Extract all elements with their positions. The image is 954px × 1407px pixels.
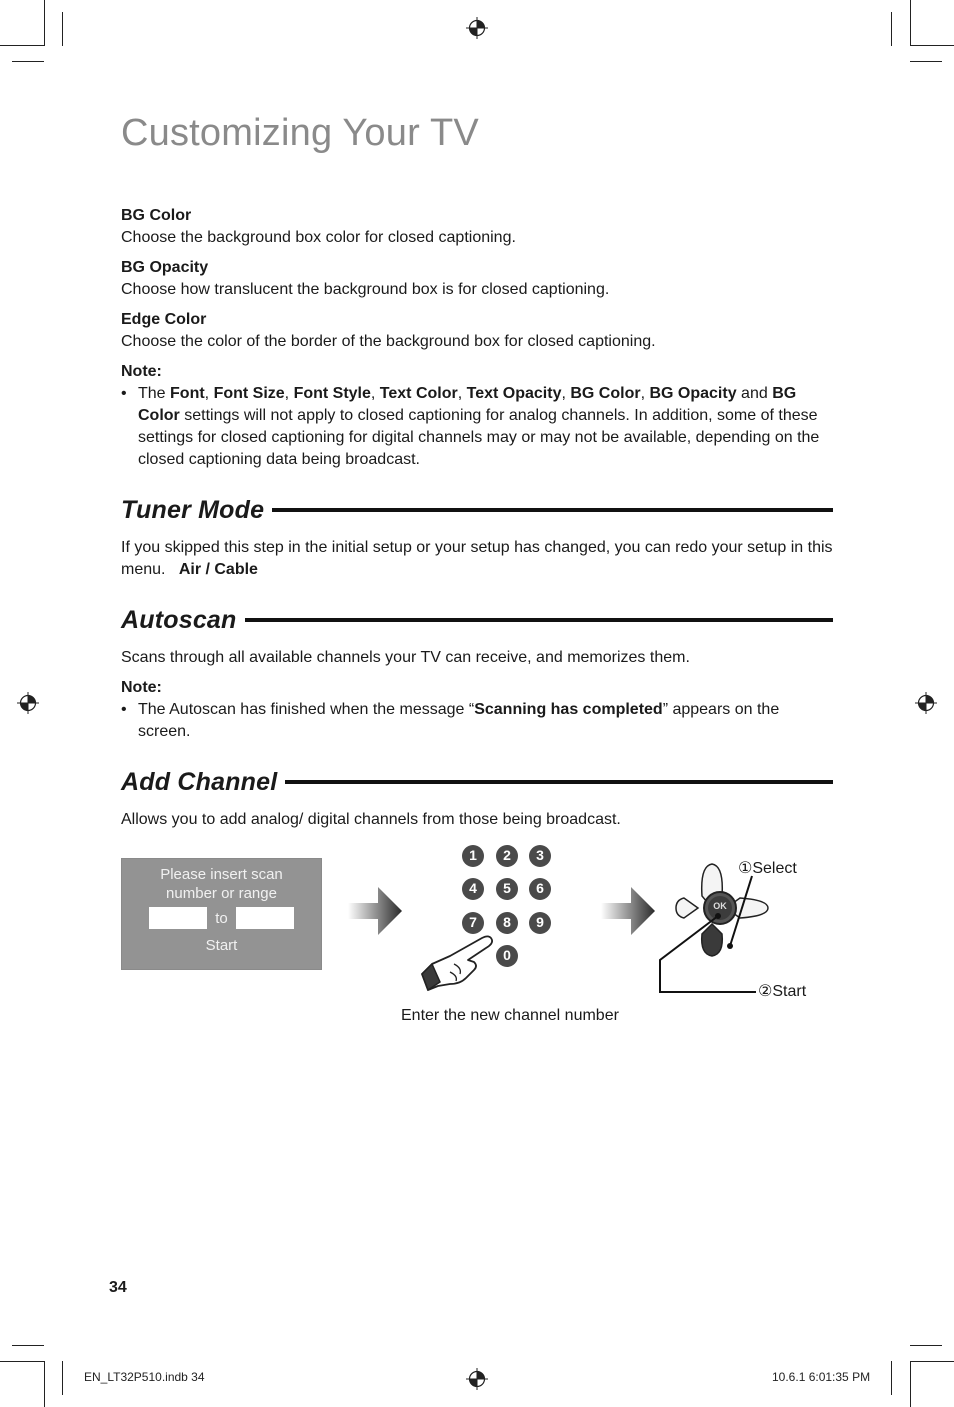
section-title: Autoscan (121, 606, 237, 634)
section-header-add-channel (121, 767, 833, 797)
keypad-key[interactable]: 2 (503, 847, 511, 863)
note-text: , (640, 385, 650, 402)
note-text: , (284, 385, 294, 402)
note-label: Note: (121, 679, 162, 696)
step-select-label: ①Select (738, 860, 797, 877)
note-bold: BG Color (138, 385, 797, 424)
note-bold: Scanning has completed (474, 701, 663, 718)
bullet-mark: • (121, 385, 127, 402)
pointing-hand-icon (420, 934, 500, 992)
registration-mark-icon (915, 692, 937, 714)
range-end-field[interactable] (236, 907, 294, 929)
setting-term: BG Color (121, 207, 192, 224)
autoscan-body: Scans through all available channels your TV can receive, and memorizes them. (121, 649, 690, 666)
registration-mark-icon (17, 692, 39, 714)
note-text: settings will not apply to closed captioning for analog channels. In addition, some of these settings for closed captioning for digital channels may or may not be available, depending on the closed captioning data being broadcast. (138, 407, 820, 468)
arrow-right-icon (601, 887, 657, 935)
keypad-key[interactable]: 3 (536, 847, 544, 863)
bullet-mark: • (121, 701, 127, 718)
section-rule (272, 508, 833, 512)
note-text: , (561, 385, 571, 402)
keypad-key[interactable]: 9 (536, 914, 544, 930)
keypad-key[interactable]: 7 (469, 914, 477, 930)
note-bold: Text Opacity (466, 385, 562, 402)
prompt-line: Please insert scan (160, 866, 283, 883)
tuner-mode-body (121, 537, 833, 581)
keypad-key[interactable]: 4 (469, 880, 477, 896)
range-separator: to (215, 909, 228, 927)
note-bullet (121, 699, 833, 743)
keypad-caption: Enter the new channel number (401, 1007, 619, 1024)
dpad-remote-icon (652, 860, 772, 1000)
footer-timestamp: 10.6.1 6:01:35 PM (772, 1370, 871, 1384)
note-text: and (736, 385, 773, 402)
main-content (121, 205, 833, 839)
section-header-tuner-mode (121, 495, 833, 525)
note-text: , (457, 385, 467, 402)
prompt-line: number or range (166, 885, 277, 902)
note-bullet (121, 383, 833, 471)
note-bold: Text Color (379, 385, 458, 402)
note-text: ” appears on the screen. (138, 701, 780, 740)
section-title: Tuner Mode (121, 496, 265, 524)
setting-desc: Choose how translucent the background box is for closed captioning. (121, 281, 610, 298)
setting-bg-color (121, 205, 833, 249)
tuner-mode-options: Air / Cable (178, 561, 258, 578)
keypad-key[interactable]: 1 (469, 847, 477, 863)
setting-term: Edge Color (121, 311, 207, 328)
setting-term: BG Opacity (121, 259, 209, 276)
keypad-key[interactable]: 8 (503, 914, 511, 930)
start-button[interactable]: Start (205, 937, 238, 954)
note-text: , (370, 385, 380, 402)
number-keypad (420, 842, 560, 992)
step-start-label: ②Start (758, 983, 807, 1000)
note-label: Note: (121, 363, 162, 380)
note-text: , (204, 385, 214, 402)
range-row (122, 907, 321, 929)
range-start-field[interactable] (149, 907, 207, 929)
keypad-key[interactable]: 5 (503, 880, 511, 896)
arrow-right-icon (348, 887, 404, 935)
scan-dialog (121, 858, 322, 970)
keypad-key[interactable]: 6 (536, 880, 544, 896)
section-title: Add Channel (121, 768, 278, 796)
note-bold: Font (170, 385, 205, 402)
setting-bg-opacity (121, 257, 833, 301)
note-text: The Autoscan has finished when the message “ (138, 701, 475, 718)
note-bold: BG Color (570, 385, 641, 402)
setting-edge-color (121, 309, 833, 353)
keypad-key[interactable]: 0 (503, 947, 511, 963)
page-number: 34 (109, 1279, 127, 1296)
setting-desc: Choose the color of the border of the background box for closed captioning. (121, 333, 656, 350)
note-bold: Font Size (213, 385, 285, 402)
note-text: The (138, 385, 171, 402)
note-bold: BG Opacity (649, 385, 737, 402)
section-rule (285, 780, 833, 784)
section-header-autoscan (121, 605, 833, 635)
scan-dialog-prompt (122, 865, 321, 903)
footer-file-name: EN_LT32P510.indb 34 (84, 1370, 205, 1384)
setting-desc: Choose the background box color for closed captioning. (121, 229, 516, 246)
add-channel-body: Allows you to add analog/ digital channels from those being broadcast. (121, 811, 621, 828)
body-text: If you skipped this step in the initial setup or your setup has changed, you can redo your setup in this menu. (121, 539, 833, 578)
page-title: Customizing Your TV (121, 112, 479, 154)
registration-mark-icon (466, 17, 488, 39)
registration-mark-icon (466, 1368, 488, 1390)
ok-button[interactable]: OK (713, 901, 727, 911)
section-rule (245, 618, 833, 622)
note-bold: Font Style (293, 385, 371, 402)
